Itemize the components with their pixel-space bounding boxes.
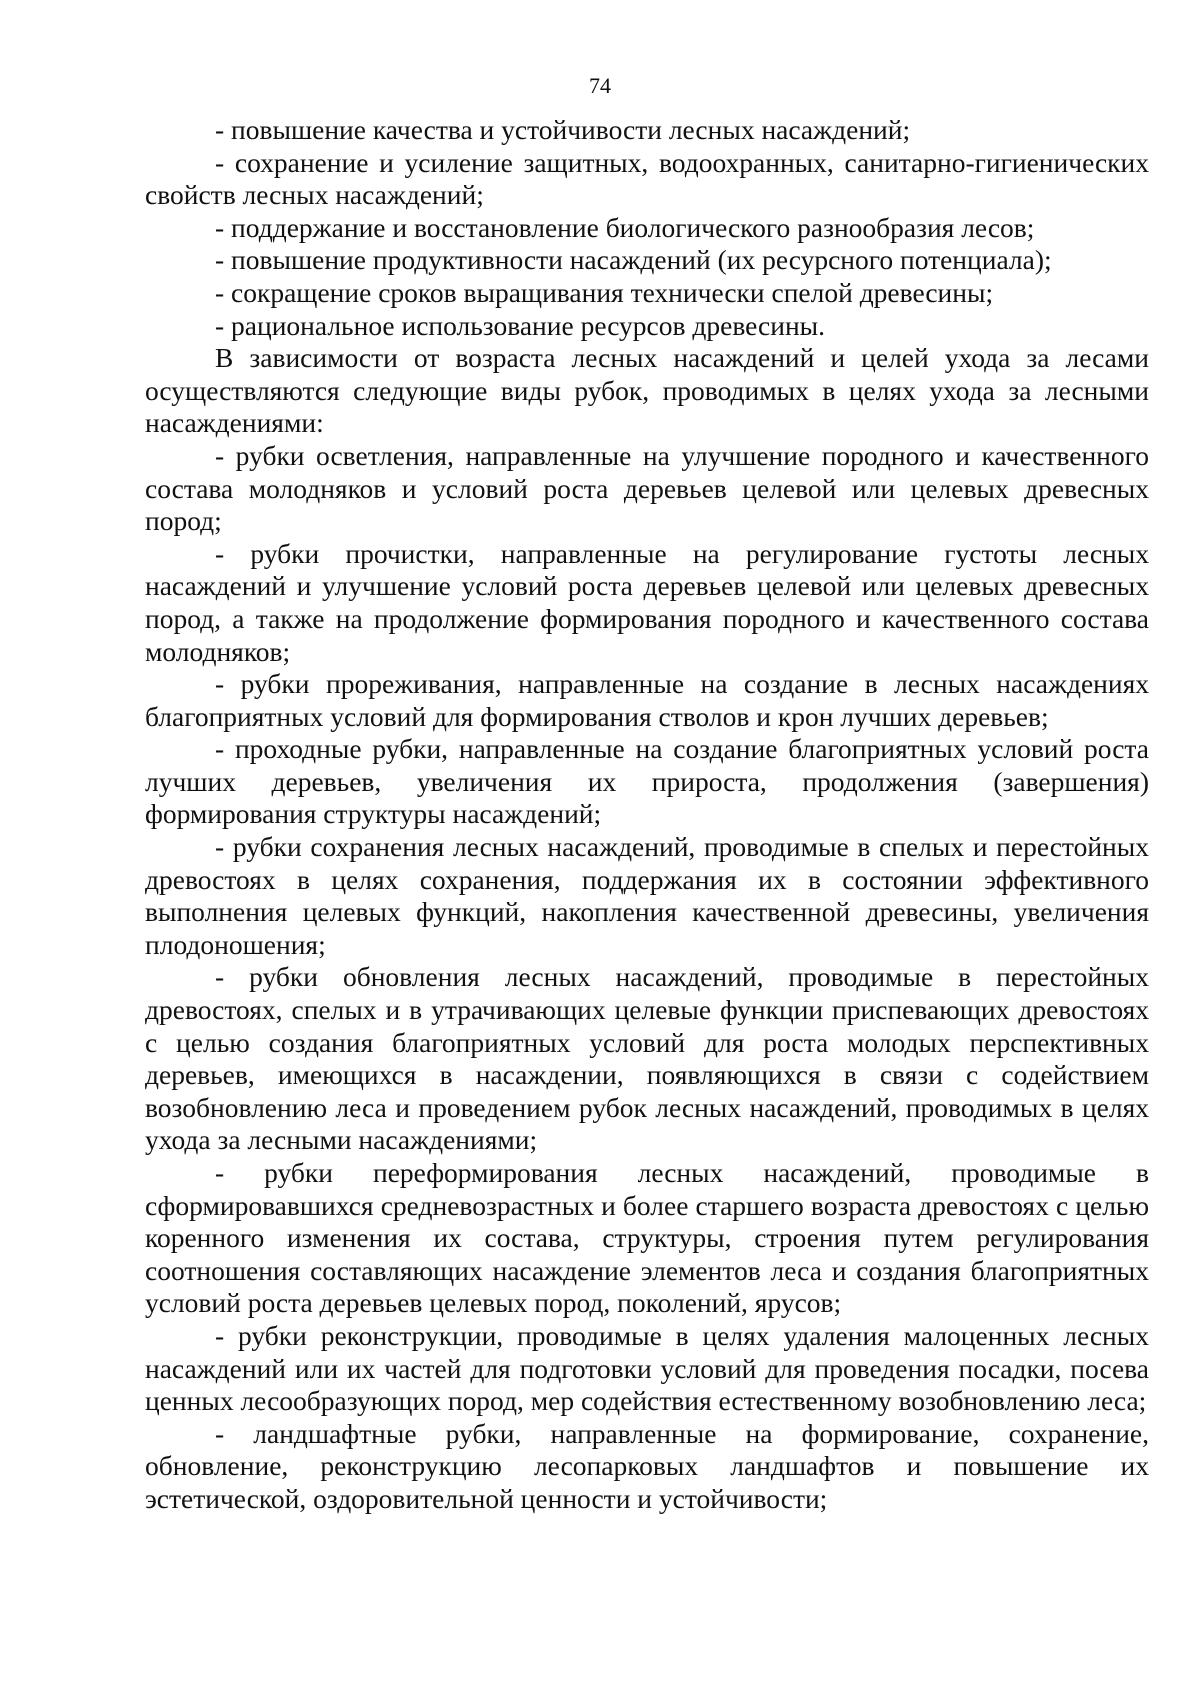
list-item-release-cutting: - рубки осветления, направленные на улучшение породного и качественного состава молодняков и условий роста деревьев целевой или целевых древесных пород; [145,439,1149,537]
list-item-rational-use: - рациональное использование ресурсов древесины. [215,309,826,341]
list-item-productivity: - повышение продуктивности насаждений (их ресурсного потенциала); [215,244,1052,276]
list-item-quality: - повышение качества и устойчивости лесных насаждений; [215,114,911,145]
list-item-landscape-cutting: - ландшафтные рубки, направленные на формирование, сохранение, обновление, реконструкцию лесопарковых ландшафтов и повышение их эстетической, оздоровительной ценности и устойчивости; [145,1417,1149,1514]
list-item-reformation-cutting: - рубки переформирования лесных насаждений, проводимые в сформировавшихся средневозрастных и более старшего возраста древостоях с целью коренного изменения их состава, структуры, строения путем регулирования соотношения составляющих насаждение элементов леса и создания благоприятных условий роста деревьев целевых пород, поколений, ярусов; [145,1157,1149,1319]
list-item-improvement-cutting: - проходные рубки, направленные на создание благоприятных условий роста лучших деревьев, увеличения их прироста, продолжения (завершения) формирования структуры насаждений; [145,733,1149,830]
body-text [145,114,1149,1516]
intro-paragraph-cutting-types: В зависимости от возраста лесных насаждений и целей ухода за лесами осуществляются следующие виды рубок, проводимых в целях ухода за лесными насаждениями: [145,342,1149,439]
list-item-cleaning-cutting: - рубки прочистки, направленные на регулирование густоты лесных насаждений и улучшение условий роста деревьев целевой или целевых древесных пород, а также на продолжение формирования породного и качественного состава молодняков; [145,537,1149,667]
list-item-reconstruction-cutting: - рубки реконструкции, проводимые в целях удаления малоценных лесных насаждений или их частей для подготовки условий для проведения посадки, посева ценных лесообразующих пород, мер содействия естественному возобновлению леса; [145,1319,1149,1417]
page-number: 74 [589,73,611,98]
list-item-renewal-cutting: - рубки обновления лесных насаждений, проводимые в перестойных древостоях, спелых и в утрачивающих целевые функции приспевающих древостоях с целью создания благоприятных условий для роста молодых перспективных деревьев, имеющихся в насаждении, появляющихся в связи с содействием возобновлению леса и проведением рубок лесных насаждений, проводимых в целях ухода за лесными насаждениями; [145,961,1149,1156]
list-item-thinning: - рубки прореживания, направленные на создание в лесных насаждениях благоприятных условий для формирования стволов и крон лучших деревьев; [145,668,1149,732]
list-item-preservation-cutting: - рубки сохранения лесных насаждений, проводимые в спелых и перестойных древостоях в целях сохранения, поддержания их в состоянии эффективного выполнения целевых функций, накопления качественной древесины, увеличения плодоношения; [145,831,1149,960]
list-item-protective-properties: - сохранение и усиление защитных, водоохранных, санитарно-гигиенических свойств лесных насаждений; [145,146,1149,211]
list-item-growing-period: - сокращение сроков выращивания технически спелой древесины; [215,276,994,308]
list-item-biodiversity: - поддержание и восстановление биологического разнообразия лесов; [215,211,1035,243]
